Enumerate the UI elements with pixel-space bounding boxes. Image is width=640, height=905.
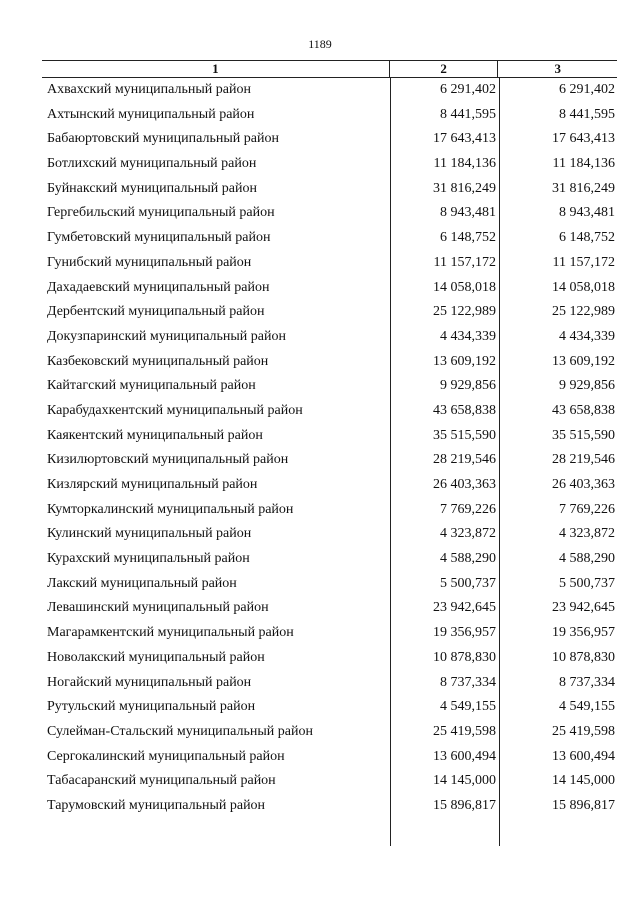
value-col-2: 14 058,018: [433, 279, 496, 295]
value-col-3: 15 896,817: [552, 797, 615, 813]
value-col-2: 14 145,000: [433, 773, 496, 789]
district-name: Сергокалинский муниципальный район: [47, 748, 285, 764]
table-row: [42, 794, 617, 819]
value-col-2: 8 737,334: [440, 674, 496, 690]
value-col-2: 7 769,226: [440, 501, 496, 517]
table-row: [42, 350, 617, 375]
district-name: Кумторкалинский муниципальный район: [47, 501, 294, 517]
value-col-2: 31 816,249: [433, 180, 496, 196]
value-col-3: 4 588,290: [559, 551, 615, 567]
table-row: [42, 127, 617, 152]
value-col-3: 11 157,172: [552, 254, 615, 270]
table-row: [42, 424, 617, 449]
value-col-3: 8 737,334: [559, 674, 615, 690]
value-col-3: 11 184,136: [552, 156, 615, 172]
table-row: [42, 671, 617, 696]
value-col-2: 4 434,339: [440, 328, 496, 344]
district-name: Буйнакский муниципальный район: [47, 180, 257, 196]
value-col-2: 10 878,830: [433, 649, 496, 665]
table-row: [42, 201, 617, 226]
table-row: [42, 448, 617, 473]
value-col-3: 14 145,000: [552, 773, 615, 789]
table-row: [42, 646, 617, 671]
value-col-2: 25 419,598: [433, 723, 496, 739]
value-col-2: 8 943,481: [440, 205, 496, 221]
district-name: Лакский муниципальный район: [47, 575, 237, 591]
value-col-3: 13 609,192: [552, 353, 615, 369]
value-col-3: 6 291,402: [559, 82, 615, 97]
value-col-2: 35 515,590: [433, 427, 496, 443]
table-row: [42, 769, 617, 794]
value-col-3: 13 600,494: [552, 748, 615, 764]
table-row: [42, 547, 617, 572]
district-name: Дербентский муниципальный район: [47, 304, 265, 320]
header-col-1: 1: [212, 61, 219, 76]
table-row: [42, 498, 617, 523]
value-col-3: 25 419,598: [552, 723, 615, 739]
table-row: [42, 621, 617, 646]
value-col-3: 35 515,590: [552, 427, 615, 443]
value-col-2: 11 184,136: [433, 156, 496, 172]
table-row: [42, 596, 617, 621]
value-col-3: 23 942,645: [552, 600, 615, 616]
table-row: [42, 473, 617, 498]
data-table: [42, 60, 617, 819]
value-col-3: 8 943,481: [559, 205, 615, 221]
table-row: [42, 695, 617, 720]
value-col-2: 26 403,363: [433, 477, 496, 492]
value-col-2: 4 549,155: [440, 699, 496, 715]
value-col-3: 26 403,363: [552, 477, 615, 492]
value-col-2: 13 600,494: [433, 748, 496, 764]
value-col-3: 4 549,155: [559, 699, 615, 715]
value-col-2: 8 441,595: [440, 106, 496, 122]
district-name: Магарамкентский муниципальный район: [47, 625, 294, 641]
table-row: [42, 177, 617, 202]
district-name: Кулинский муниципальный район: [47, 526, 252, 542]
value-col-3: 10 878,830: [552, 649, 615, 665]
value-col-2: 4 323,872: [440, 526, 496, 542]
value-col-3: 43 658,838: [552, 402, 615, 418]
table-row: [42, 745, 617, 770]
value-col-3: 4 434,339: [559, 328, 615, 344]
district-name: Гергебильский муниципальный район: [47, 205, 275, 221]
table-row: [42, 325, 617, 350]
value-col-2: 6 148,752: [440, 230, 496, 246]
district-name: Тарумовский муниципальный район: [47, 797, 266, 813]
district-name: Кизлярский муниципальный район: [47, 477, 258, 492]
table-body: [42, 78, 617, 819]
value-col-3: 4 323,872: [559, 526, 615, 542]
value-col-2: 28 219,546: [433, 452, 496, 468]
table-row: [42, 522, 617, 547]
value-col-3: 8 441,595: [559, 106, 615, 122]
district-name: Каякентский муниципальный район: [47, 427, 263, 443]
value-col-3: 17 643,413: [552, 131, 615, 147]
district-name: Сулейман-Стальский муниципальный район: [47, 723, 313, 739]
district-name: Ботлихский муниципальный район: [47, 156, 257, 172]
value-col-2: 11 157,172: [433, 254, 496, 270]
table-row: [42, 152, 617, 177]
table-row: [42, 300, 617, 325]
column-divider: [499, 78, 500, 846]
value-col-2: 4 588,290: [440, 551, 496, 567]
header-col-2: 2: [389, 61, 498, 77]
table-row: [42, 226, 617, 251]
table-row: [42, 399, 617, 424]
district-name: Табасаранский муниципальный район: [47, 773, 276, 789]
district-name: Новолакский муниципальный район: [47, 649, 265, 665]
column-divider: [390, 78, 391, 846]
district-name: Курахский муниципальный район: [47, 551, 250, 567]
value-col-3: 5 500,737: [559, 575, 615, 591]
value-col-3: 6 148,752: [559, 230, 615, 246]
value-col-2: 23 942,645: [433, 600, 496, 616]
value-col-2: 19 356,957: [433, 625, 496, 641]
value-col-2: 17 643,413: [433, 131, 496, 147]
table-row: [42, 572, 617, 597]
value-col-2: 9 929,856: [440, 378, 496, 394]
value-col-3: 31 816,249: [552, 180, 615, 196]
header-col-3: 3: [497, 61, 617, 77]
value-col-3: 28 219,546: [552, 452, 615, 468]
table-row: [42, 103, 617, 128]
district-name: Казбековский муниципальный район: [47, 353, 269, 369]
value-col-2: 15 896,817: [433, 797, 496, 813]
table-header: [42, 60, 617, 78]
value-col-3: 14 058,018: [552, 279, 615, 295]
table-row: [42, 374, 617, 399]
district-name: Докузпаринский муниципальный район: [47, 328, 286, 344]
district-name: Дахадаевский муниципальный район: [47, 279, 270, 295]
district-name: Левашинский муниципальный район: [47, 600, 269, 616]
value-col-2: 6 291,402: [440, 82, 496, 97]
district-name: Ногайский муниципальный район: [47, 674, 252, 690]
district-name: Ахтынский муниципальный район: [47, 106, 255, 122]
value-col-3: 9 929,856: [559, 378, 615, 394]
table-row: [42, 78, 617, 103]
district-name: Карабудахкентский муниципальный район: [47, 402, 303, 418]
district-name: Бабаюртовский муниципальный район: [47, 131, 279, 147]
value-col-3: 19 356,957: [552, 625, 615, 641]
value-col-2: 25 122,989: [433, 304, 496, 320]
table-row: [42, 251, 617, 276]
district-name: Рутульский муниципальный район: [47, 699, 256, 715]
district-name: Гунибский муниципальный район: [47, 254, 252, 270]
value-col-3: 25 122,989: [552, 304, 615, 320]
value-col-3: 7 769,226: [559, 501, 615, 517]
page-number: 1189: [308, 37, 332, 51]
value-col-2: 43 658,838: [433, 402, 496, 418]
district-name: Ахвахский муниципальный район: [47, 82, 251, 97]
district-name: Кайтагский муниципальный район: [47, 378, 256, 394]
value-col-2: 5 500,737: [440, 575, 496, 591]
table-row: [42, 720, 617, 745]
table-row: [42, 276, 617, 301]
value-col-2: 13 609,192: [433, 353, 496, 369]
district-name: Гумбетовский муниципальный район: [47, 230, 271, 246]
district-name: Кизилюртовский муниципальный район: [47, 452, 289, 468]
